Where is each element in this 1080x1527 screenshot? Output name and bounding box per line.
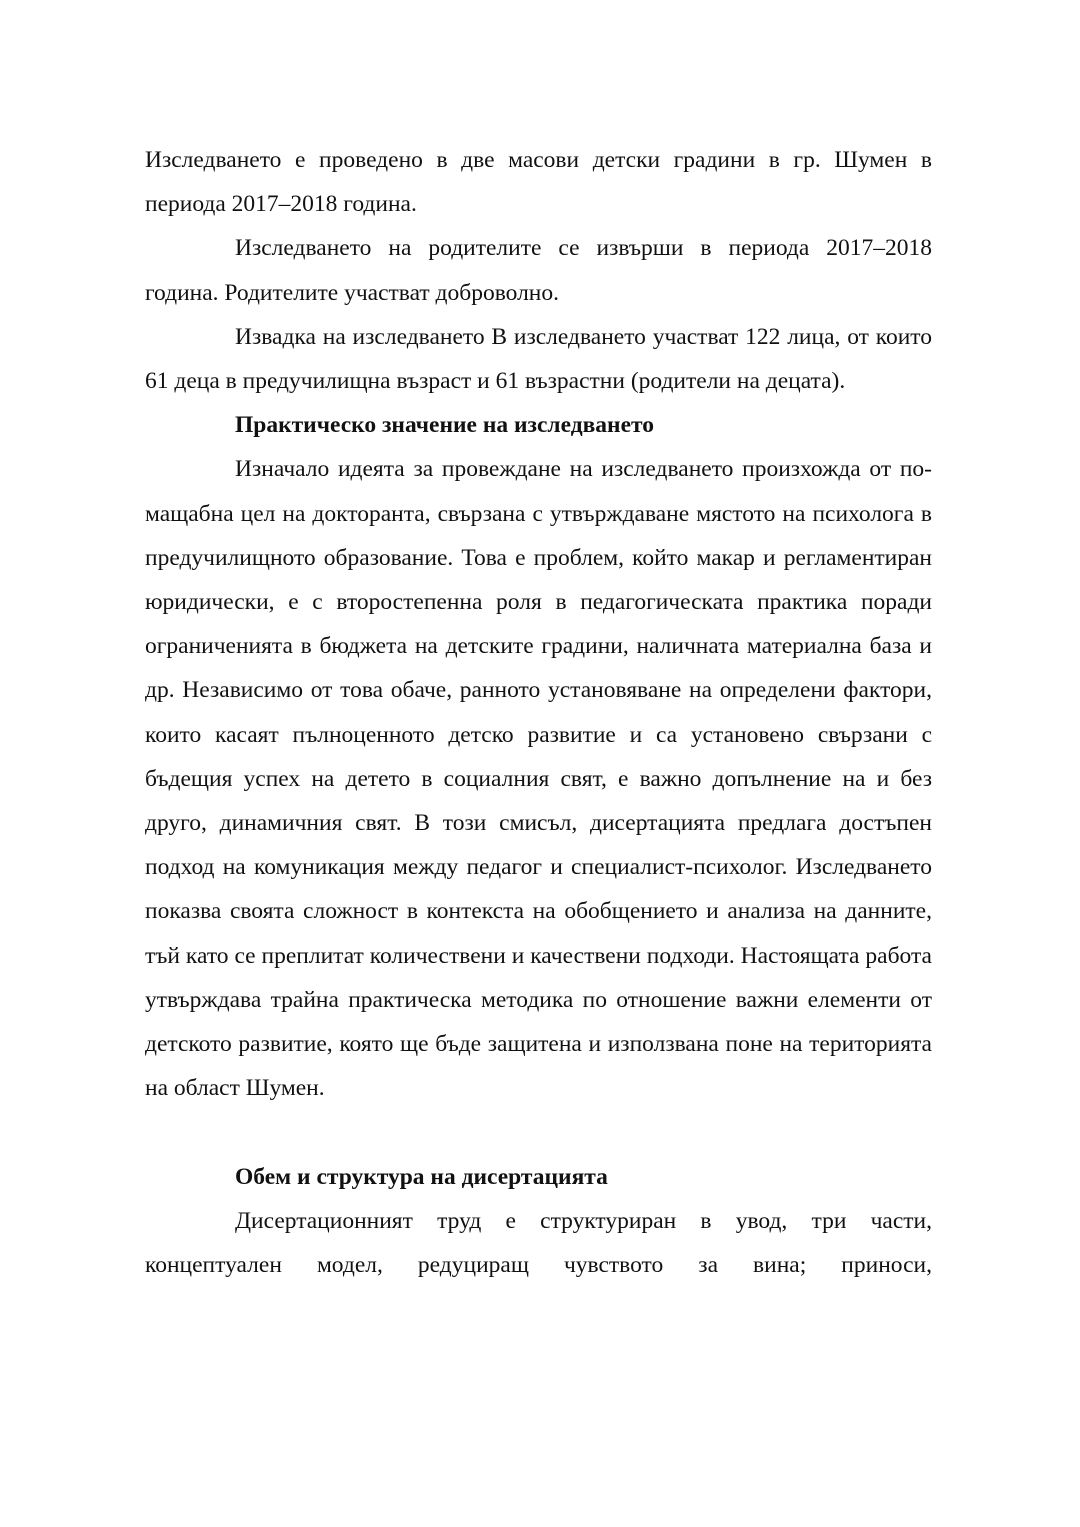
paragraph-parents-research: Изследването на родителите се извърши в периода 2017–2018 година. Родителите участват доброволно. [145, 235, 932, 306]
document-body [145, 138, 932, 1287]
heading-volume-structure: Обем и структура на дисертацията [235, 1163, 608, 1190]
paragraph-practical-significance: Изначало идеята за провеждане на изследването произхожда от по-мащабна цел на докторанта, свързана с утвърждаване мястото на психолога в предучилищното образование. Това е проблем, който макар и регламентиран юридически, е с второстепенна роля в педагогическата практика поради ограниченията в бюджета на детските градини, наличната материална база и др. Независимо от това обаче, ранното установяване на определени фактори, които касаят пълноценното детско развитие и са установено свързани с бъдещия успех на детето в социалния свят, е важно допълнение на и без друго, динамичния свят. В този смисъл, дисертацията предлага достъпен подход на комуникация между педагог и специалист-психолог. Изследването показва своята сложност в контекста на обобщението и анализа на данните, тъй като се преплитат количествени и качествени подходи. Настоящата работа утвърждава трайна практическа методика по отношение важни елементи от детското развитие, която ще бъде защитена и използвана поне на територията на област Шумен. [145, 456, 932, 1102]
paragraph-research-location: Изследването е проведено в две масови детски градини в гр. Шумен в периода 2017–2018 година. [145, 147, 932, 218]
heading-practical-significance: Практическо значение на изследването [235, 412, 655, 439]
paragraph-sample: Извадка на изследването В изследването участват 122 лица, от които 61 деца в предучилищна възраст и 61 възрастни (родители на децата). [145, 323, 932, 395]
section-spacer [145, 1110, 932, 1154]
paragraph-volume-structure: Дисертационният труд е структуриран в увод, три части, концептуален модел, редуциращ чувството за вина; приноси, [145, 1207, 932, 1279]
